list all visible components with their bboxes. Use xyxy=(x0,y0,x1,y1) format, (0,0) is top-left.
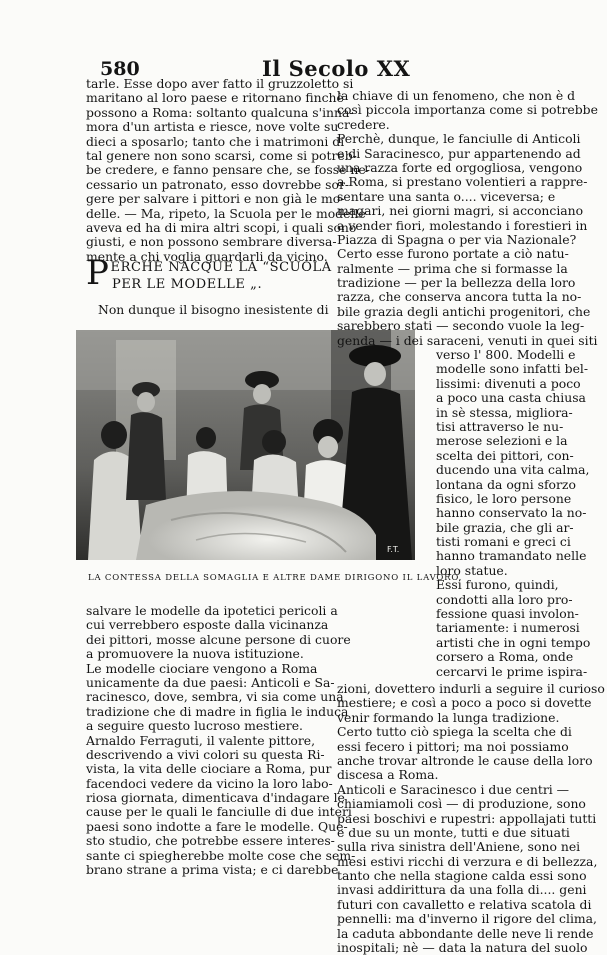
right-narrow-line: lontana da ogni sforzo xyxy=(436,476,576,492)
right-bottom-line: essi fecero i pittori; ma noi possiamo xyxy=(337,738,569,754)
left-bottom-line: descrivendo a vivi colori su questa Ri- xyxy=(86,746,325,762)
right-narrow-line: tisi attraverso le nu- xyxy=(436,418,564,434)
right-column-narrow xyxy=(436,347,591,679)
left-bottom-line: racinesco, dove, sembra, vi sia come una xyxy=(86,689,344,705)
right-narrow-line: a poco una casta chiusa xyxy=(436,390,586,406)
photograph xyxy=(76,330,415,560)
left-top-line: mora d'un artista e riesce, nove volte su xyxy=(86,119,339,135)
right-bottom-line: paesi boschivi e rupestri: appollajati tutti xyxy=(337,810,597,826)
right-bottom-line: futuri con cavalletto e relativa scatola di xyxy=(337,896,592,912)
right-narrow-line: tisti romani e greci ci xyxy=(436,534,571,550)
right-bottom-line: anche trovar altronde le cause della loro xyxy=(337,752,593,768)
left-top-line: dieci a sposarlo; tanto che i matrimoni di xyxy=(86,133,345,149)
right-bottom-line: tanto che nella stagione calda essi sono xyxy=(337,868,587,884)
right-narrow-line: tariamente: i numerosi xyxy=(436,620,580,636)
right-top-line: Certo esse furono portate a ciò natu- xyxy=(337,246,569,262)
right-top-line: a vender fiori, molestando i forestieri in xyxy=(337,217,588,233)
left-bottom-line: cause per le quali le fanciulle di due interi xyxy=(86,804,352,820)
right-narrow-line: lissimi: divenuti a poco xyxy=(436,375,581,391)
right-narrow-line: corsero a Roma, onde xyxy=(436,649,574,665)
right-top-line: sarebbero stati — secondo vuole la leg- xyxy=(337,318,585,334)
figure-caption: LA CONTESSA DELLA SOMAGLIA E ALTRE DAME DIRIGONO IL LAVORO. xyxy=(88,573,463,583)
left-column-top xyxy=(86,76,370,264)
right-top-line: Perchè, dunque, le fanciulle di Anticoli xyxy=(337,131,581,147)
left-intro-line xyxy=(98,302,329,317)
left-top-line: be credere, e fanno pensare che, se fosse ne- xyxy=(86,162,370,178)
right-narrow-line: modelle sono infatti bel- xyxy=(436,361,589,377)
page-number: 580 xyxy=(100,58,140,80)
intro-text: Non dunque il bisogno inesistente di xyxy=(98,302,329,317)
heading-initial: P xyxy=(86,253,110,293)
left-bottom-line: tradizione che di madre in figlia le induca xyxy=(86,703,349,719)
right-narrow-line: hanno conservato la no- xyxy=(436,505,587,521)
right-bottom-line: chiamiamoli così — di produzione, sono xyxy=(337,796,586,812)
left-bottom-line: cui verrebbero esposte dalla vicinanza xyxy=(86,617,329,633)
right-top-line: tradizione — per la bellezza della loro xyxy=(337,275,576,291)
left-bottom-line: a seguire questo lucroso mestiere. xyxy=(86,718,303,734)
right-top-line: e di Saracinesco, pur appartenendo ad xyxy=(337,145,581,161)
running-title: Il Secolo XX xyxy=(262,56,411,81)
left-bottom-line: Le modelle ciociare vengono a Roma xyxy=(86,660,318,676)
photo-signature: F.T. xyxy=(387,545,400,554)
right-bottom-line: sulla riva sinistra dell'Aniene, sono nei xyxy=(337,839,581,855)
right-narrow-line: fisico, le loro persone xyxy=(436,490,572,506)
left-bottom-line: facendoci vedere da vicino la loro labo- xyxy=(86,775,333,791)
right-top-line: così piccola importanza come si potrebbe xyxy=(337,102,598,118)
right-bottom-line: la caduta abbondante delle neve li rende xyxy=(337,925,594,941)
right-bottom-line: Certo tutto ciò spiega la scelta che di xyxy=(337,724,572,740)
left-top-line: cessario un patronato, esso dovrebbe sor- xyxy=(86,176,350,192)
left-bottom-line: vista, la vita delle ciociare a Roma, pur xyxy=(86,761,332,777)
left-bottom-line: a promuovere la nuova istituzione. xyxy=(86,646,304,662)
right-narrow-line: hanno tramandato nelle xyxy=(436,548,587,564)
right-narrow-line: in sè stessa, migliora- xyxy=(436,404,573,420)
right-bottom-line: inospitali; nè — data la natura del suolo xyxy=(337,940,588,955)
right-narrow-line: cercarvi le prime ispira- xyxy=(436,663,588,679)
left-top-line: gere per salvare i pittori e non già le mo- xyxy=(86,191,345,207)
right-bottom-line: mestiere; e così a poco a poco si dovette xyxy=(337,695,592,711)
right-bottom-line: e due su un monte, tutti e due situati xyxy=(337,824,570,840)
right-top-line: una razza forte ed orgogliosa, vengono xyxy=(337,159,583,175)
right-bottom-line: invasi addirittura da una folla di.... geni xyxy=(337,882,587,898)
right-top-line: Piazza di Spagna o per via Nazionale? xyxy=(337,231,577,247)
right-column-top xyxy=(337,88,598,348)
right-top-line: a Roma, si prestano volentieri a rappre- xyxy=(337,174,588,190)
right-narrow-line: ducendo una vita calma, xyxy=(436,462,590,478)
right-bottom-line: mesi estivi ricchi di verzura e di bellezza, xyxy=(337,853,598,869)
left-top-line: possono a Roma: soltanto qualcuna s'inna- xyxy=(86,104,354,120)
left-top-line: maritano al loro paese e ritornano finchè xyxy=(86,90,344,106)
left-top-line: delle. — Ma, ripeto, la Scuola per le modelle xyxy=(86,205,366,221)
right-top-line: razza, che conserva ancora tutta la no- xyxy=(337,289,582,305)
right-narrow-line: scelta dei pittori, con- xyxy=(436,447,574,463)
heading-line-2: PER LE MODELLE „. xyxy=(112,277,263,292)
right-narrow-line: bile grazia, che gli ar- xyxy=(436,519,574,535)
left-top-line: aveva ed ha di mira altri scopi, i quali sono xyxy=(86,219,357,235)
left-bottom-line: sante ci spiegherebbe molte cose che sem- xyxy=(86,847,356,863)
right-narrow-line: condotti alla loro pro- xyxy=(436,591,573,607)
right-top-line: credere. xyxy=(337,116,390,132)
left-bottom-line: salvare le modelle da ipotetici pericoli a xyxy=(86,603,338,618)
left-bottom-line: riosa giornata, dimenticava d'indagare le xyxy=(86,790,345,806)
left-bottom-line: brano strane a prima vista; e ci darebbe xyxy=(86,862,339,878)
right-top-line: bile grazia degli antichi progenitori, che xyxy=(337,303,591,319)
heading-line-1: ERCHÈ NACQUE LA “SCUOLA xyxy=(110,260,332,275)
right-bottom-line: Anticoli e Saracinesco i due centri — xyxy=(337,781,570,797)
right-narrow-line: fessione quasi involon- xyxy=(436,606,579,622)
left-top-line: tarle. Esse dopo aver fatto il gruzzoletto si xyxy=(86,76,354,91)
left-bottom-line: paesi sono indotte a fare le modelle. Que- xyxy=(86,818,348,834)
right-bottom-line: venir formando la lunga tradizione. xyxy=(337,709,560,725)
right-top-line: la chiave di un fenomeno, che non è d xyxy=(337,88,576,103)
right-narrow-line: verso l' 800. Modelli e xyxy=(436,347,576,362)
right-narrow-line: merose selezioni e la xyxy=(436,433,568,449)
right-top-line: genda — i dei saraceni, venuti in quei siti xyxy=(337,332,598,348)
left-bottom-line: dei pittori, mosse alcune persone di cuore xyxy=(86,631,351,647)
right-column-bottom xyxy=(337,681,605,955)
right-narrow-line: artisti che in ogni tempo xyxy=(436,634,591,650)
left-top-line: giusti, e non possono sembrare diversa- xyxy=(86,234,337,250)
left-bottom-line: sto studio, che potrebbe essere interes- xyxy=(86,833,335,849)
left-bottom-line: unicamente da due paesi: Anticoli e Sa- xyxy=(86,674,335,690)
left-bottom-line: Arnaldo Ferraguti, il valente pittore, xyxy=(86,732,316,748)
left-top-line: tal genere non sono scarsi, come si potreb- xyxy=(86,147,357,163)
right-narrow-line: Essi furono, quindi, xyxy=(436,577,559,593)
right-bottom-line: zioni, dovettero indurli a seguire il curioso xyxy=(337,681,605,696)
left-top-line: mente a chi voglia guardarli da vicino. xyxy=(86,248,328,264)
right-bottom-line: pennelli: ma d'inverno il rigore del clima, xyxy=(337,911,597,927)
right-top-line: ralmente — prima che si formasse la xyxy=(337,260,568,276)
right-narrow-line: loro statue. xyxy=(436,562,508,578)
left-column-bottom xyxy=(86,603,356,878)
right-bottom-line: discesa a Roma. xyxy=(337,767,439,783)
right-top-line: sentare una santa o.... viceversa; e xyxy=(337,188,556,204)
right-top-line: magari, nei giorni magri, si acconciano xyxy=(337,203,584,219)
